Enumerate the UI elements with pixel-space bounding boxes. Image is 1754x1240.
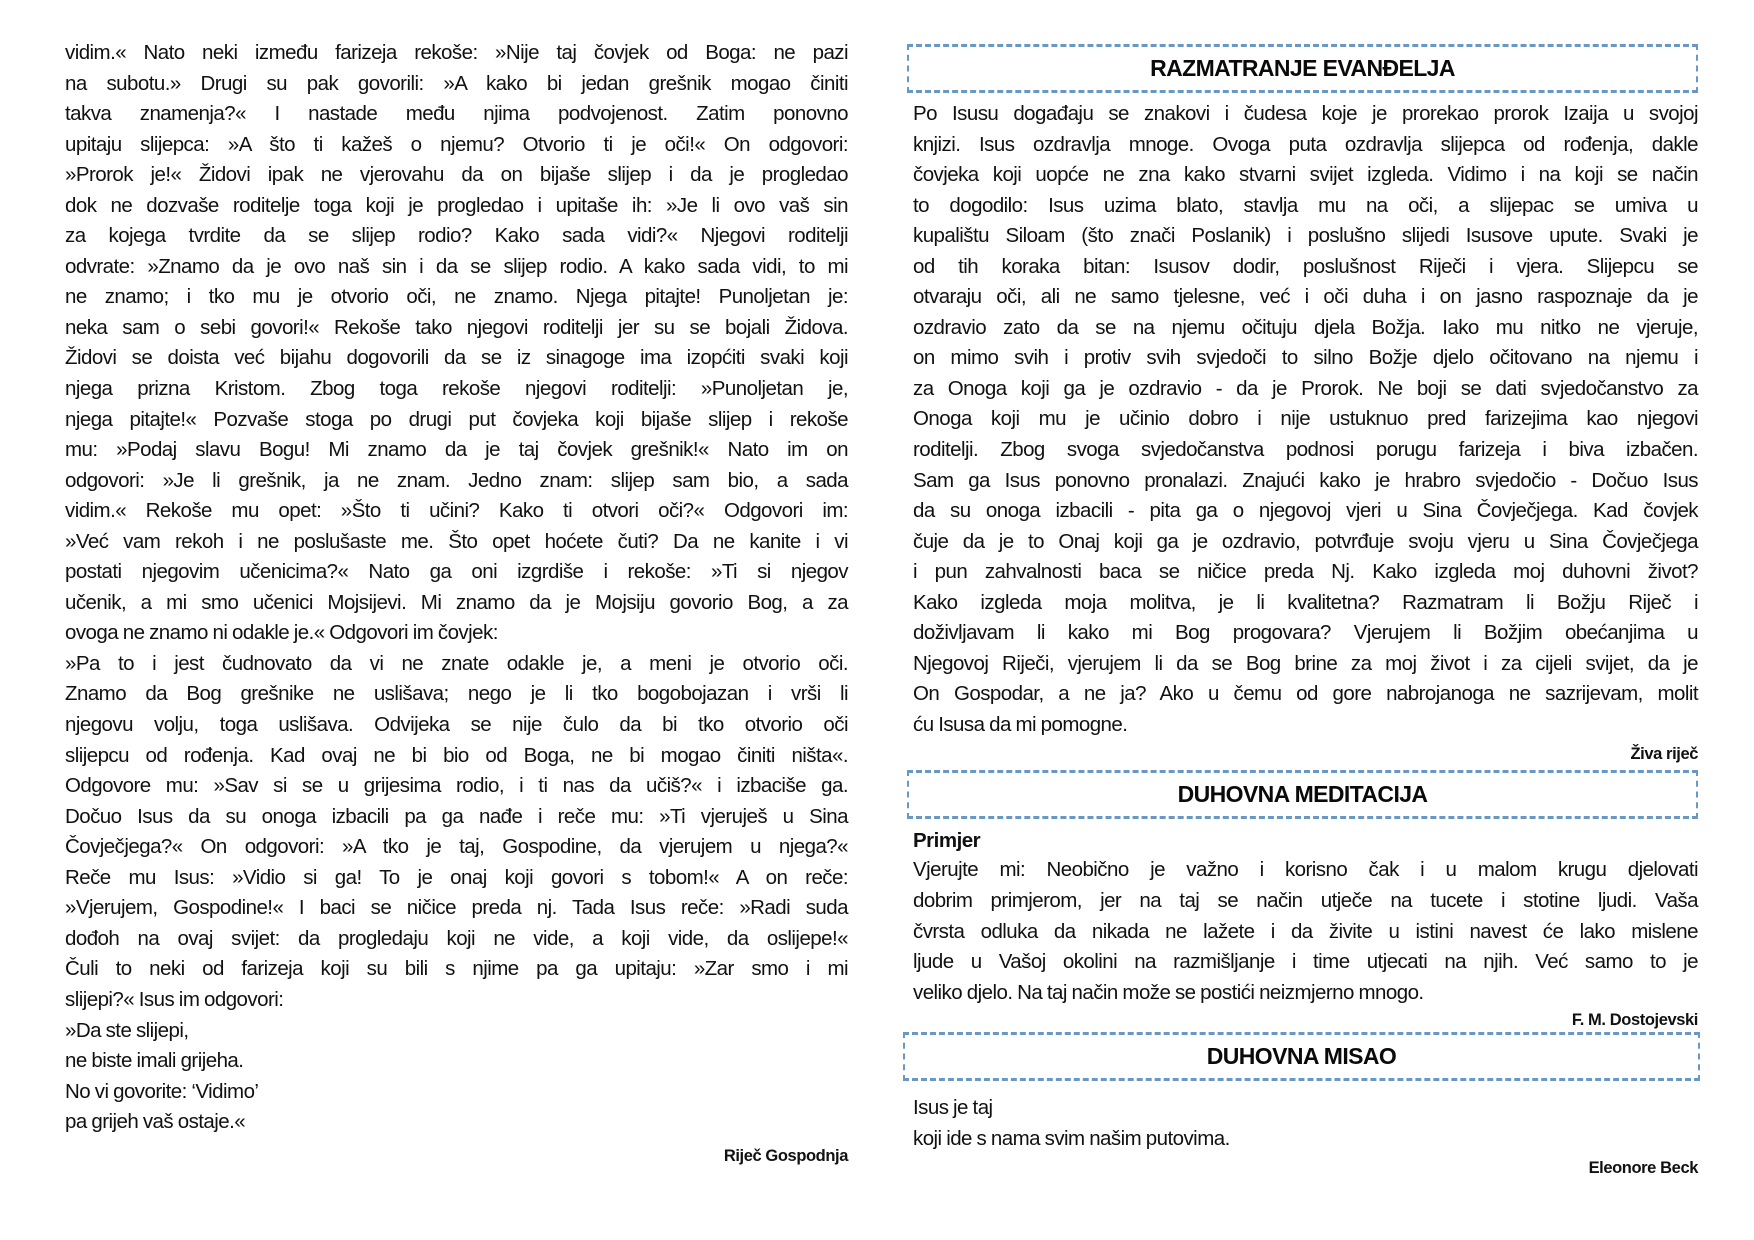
text-line: vidim.« Rekoše mu opet: »Što ti učini? Kako ti otvori oči?« Odgovori im:	[65, 499, 848, 523]
gospel-text	[65, 38, 848, 1016]
text-line: Odgovore mu: »Sav si se u grijesima rodio, i ti nas da učiš?« i izbaciše ga.	[65, 774, 848, 798]
text-line: Vjerujte mi: Neobično je važno i korisno čak i u malom krugu djelovati	[913, 858, 1698, 882]
text-line: učenik, a mi smo učenici Mojsijevi. Mi znamo da je Mojsiju govorio Bog, a za	[65, 590, 848, 614]
gospel-poem	[65, 1016, 848, 1138]
text-line: Isus je taj	[913, 1096, 993, 1120]
text-line: ne biste imali grijeha.	[65, 1049, 244, 1073]
section-title: RAZMATRANJE EVANĐELJA	[1150, 55, 1455, 81]
text-line: dobrim primjerom, jer na taj se način utječe na tucete i stotine ljudi. Vaša	[913, 889, 1698, 913]
reflection-column	[907, 44, 1698, 1182]
text-line: doživljavam li kako mi Bog progovara? Vjerujem li Božjim obećanjima u	[913, 621, 1698, 645]
text-line: Sam ga Isus ponovno pronalazi. Znajući kako je hrabro svjedočio - Dočuo Isus	[913, 468, 1698, 492]
text-line: Znamo da Bog grešnike ne uslišava; nego je li tko bogobojazan i vrši li	[65, 682, 848, 706]
section-title: DUHOVNA MEDITACIJA	[1177, 781, 1428, 808]
text-line: vidim.« Nato neki između farizeja rekoše: »Nije taj čovjek od Boga: ne pazi	[65, 41, 848, 64]
text-line: takva znamenja?« I nastade među njima podvojenost. Zatim ponovno	[65, 102, 848, 126]
section-header-razmatranje	[907, 44, 1698, 93]
text-line: otvaraju oči, ali ne samo tjelesne, već i oči duha i on jasno raspoznaje da je	[913, 285, 1698, 309]
text-line: »Da ste slijepi,	[65, 1018, 189, 1042]
text-line: odgovori: »Je li grešnik, ja ne znam. Jedno znam: slijep sam bio, a sada	[65, 468, 848, 492]
text-line: čvrsta odluka da nikada ne lažete i da živite u istini navest će lako mislene	[913, 919, 1698, 943]
section-header-meditacija	[907, 770, 1698, 819]
razmatranje-text	[907, 99, 1698, 768]
text-line: slijepi?« Isus im odgovori:	[65, 987, 284, 1011]
meditacija-subheading: Primjer	[913, 829, 981, 853]
text-line: »Vjerujem, Gospodine!« I baci se ničice preda nj. Tada Isus reče: »Radi suda	[65, 896, 848, 920]
text-line: Njegovoj Riječi, vjerujem li da se Bog brine za moj život i za cijeli svijet, da je	[913, 651, 1698, 675]
gospel-reading-column	[65, 38, 848, 1170]
text-line: čovjeka koji uopće ne zna kako stvarni svijet izgleda. Vidimo i na koji se način	[913, 163, 1698, 187]
text-line: pa grijeh vaš ostaje.«	[65, 1110, 246, 1134]
text-line: No vi govorite: ‘Vidimo’	[65, 1079, 259, 1103]
text-line: za kojega tvrdite da se slijep rodio? Kako sada vidi?« Njegovi roditelji	[65, 224, 848, 248]
text-line: »Pa to i jest čudnovato da vi ne znate odakle je, a meni je otvorio oči.	[65, 651, 848, 675]
text-line: ne znamo; i tko mu je otvorio oči, ne znamo. Njega pitajte! Punoljetan je:	[65, 285, 848, 309]
text-line: njegovu volju, toga uslišava. Odvijeka se nije čulo da bi tko otvorio oči	[65, 713, 848, 737]
text-line: da su onoga izbacili - pita ga o njegovoj vjeri u Sina Čovječjega. Kad čovjek	[913, 499, 1698, 523]
text-line: knjizi. Isus ozdravlja mnoge. Ovoga puta ozdravlja slijepca od rođenja, dakle	[913, 132, 1698, 156]
text-line: koji ide s nama svim našim putovima.	[913, 1126, 1230, 1150]
text-line: Čuli to neki od farizeja koji su bili s njime pa ga upitaju: »Zar smo i mi	[65, 957, 848, 981]
text-line: ozdravio zato da se na njemu očituju djela Božja. Iako mu nitko ne vjeruje,	[913, 315, 1698, 339]
text-line: njega prizna Kristom. Zbog toga rekoše njegovi roditelji: »Punoljetan je,	[65, 377, 848, 401]
text-line: neka sam o sebi govori!« Rekoše tako njegovi roditelji jer su se bojali Židova.	[65, 315, 848, 339]
text-line: i pun zahvalnosti baca se ničice preda Nj. Kako izgleda moj duhovni život?	[913, 560, 1698, 584]
text-line: njega pitajte!« Pozvaše stoga po drugi put čovjeka koji bijaše slijep i rekoše	[65, 407, 848, 431]
text-line: odvrate: »Znamo da je ovo naš sin i da se slijep rodio. A kako sada vidi, to mi	[65, 254, 848, 278]
misao-source: Eleonore Beck	[1588, 1159, 1698, 1178]
text-line: »Već vam rekoh i ne poslušaste me. Što opet hoćete čuti? Da ne kanite i vi	[65, 529, 848, 553]
text-line: dok ne dozvaše roditelje toga koji je progledao i upitaše ih: »Je li ovo vaš sin	[65, 193, 848, 217]
section-title: DUHOVNA MISAO	[1206, 1043, 1397, 1070]
text-line: postati njegovim učenicima?« Nato ga oni izgrdiše i rekoše: »Ti si njegov	[65, 560, 848, 584]
text-line: upitaju slijepca: »A što ti kažeš o njemu? Otvorio ti je oči!« On odgovori:	[65, 132, 848, 156]
text-line: Dočuo Isus da su onoga izbacili pa ga nađe i reče mu: »Ti vjeruješ u Sina	[65, 804, 848, 828]
text-line: Židovi se doista već bijahu dogovorili da se iz sinagoge ima izopćiti svaki koji	[65, 346, 848, 370]
text-line: kupalištu Siloam (što znači Poslanik) i poslušno slijedi Isusove upute. Svaki je	[913, 224, 1698, 248]
text-line: on mimo svih i protiv svih svjedoči to silno Božje djelo očitovano na njemu i	[913, 346, 1698, 370]
text-line: mu: »Podaj slavu Bogu! Mi znamo da je taj čovjek grešnik!« Nato im on	[65, 438, 848, 462]
text-line: Reče mu Isus: »Vidio si ga! To je onaj koji govori s tobom!« A on reče:	[65, 865, 848, 889]
meditacija-source: F. M. Dostojevski	[1571, 1011, 1698, 1030]
razmatranje-source: Živa riječ	[1630, 745, 1698, 764]
text-line: to dogodilo: Isus uzima blato, stavlja mu na oči, a slijepac se umiva u	[913, 193, 1698, 217]
text-line: veliko djelo. Na taj način može se postići neizmjerno mnogo.	[913, 980, 1424, 1004]
text-line: čuje da je to Onaj koji ga je ozdravio, potvrđuje svoju vjeru u Sina Čovječjega	[913, 529, 1698, 553]
text-line: ljude u Vašoj okolini na razmišljanje i time utjecati na njih. Već samo to je	[913, 950, 1698, 974]
gospel-source: Riječ Gospodnja	[723, 1146, 848, 1165]
section-header-misao	[903, 1032, 1700, 1081]
text-line: roditelji. Zbog svoga svjedočanstva podnosi porugu farizeja i biva izbačen.	[913, 438, 1698, 462]
text-line: slijepcu od rođenja. Kad ovaj ne bi bio od Boga, ne bi mogao činiti ništa«.	[65, 743, 848, 767]
text-line: On Gospodar, a ne ja? Ako u čemu od gore nabrojanoga ne sazrijevam, molit	[913, 682, 1698, 706]
text-line: Čovječjega?« On odgovori: »A tko je taj, Gospodine, da vjerujem u njega?«	[65, 835, 848, 859]
meditacija-text	[907, 827, 1698, 1034]
text-line: ovoga ne znamo ni odakle je.« Odgovori im čovjek:	[65, 621, 498, 645]
text-line: Kako izgleda moja molitva, je li kvalitetna? Razmatram li Božju Riječ i	[913, 590, 1698, 614]
text-line: ću Isusa da mi pomogne.	[913, 712, 1128, 736]
text-line: od tih koraka bitan: Isusov dodir, poslušnost Riječi i vjera. Slijepcu se	[913, 254, 1698, 278]
text-line: dođoh na ovaj svijet: da progledaju koji ne vide, a koji vide, da oslijepe!«	[65, 926, 848, 950]
text-line: Po Isusu događaju se znakovi i čudesa koje je prorekao prorok Izaija u svojoj	[913, 102, 1698, 125]
text-line: »Prorok je!« Židovi ipak ne vjerovahu da on bijaše slijep i da je progledao	[65, 163, 848, 187]
text-line: Onoga koji mu je učinio dobro i nije ustuknuo pred farizejima kao njegovi	[913, 407, 1698, 431]
text-line: za Onoga koji ga je ozdravio - da je Prorok. Ne boji se dati svjedočanstvo za	[913, 376, 1698, 400]
misao-text	[907, 1093, 1698, 1182]
text-line: na subotu.» Drugi su pak govorili: »A kako bi jedan grešnik mogao činiti	[65, 71, 848, 95]
